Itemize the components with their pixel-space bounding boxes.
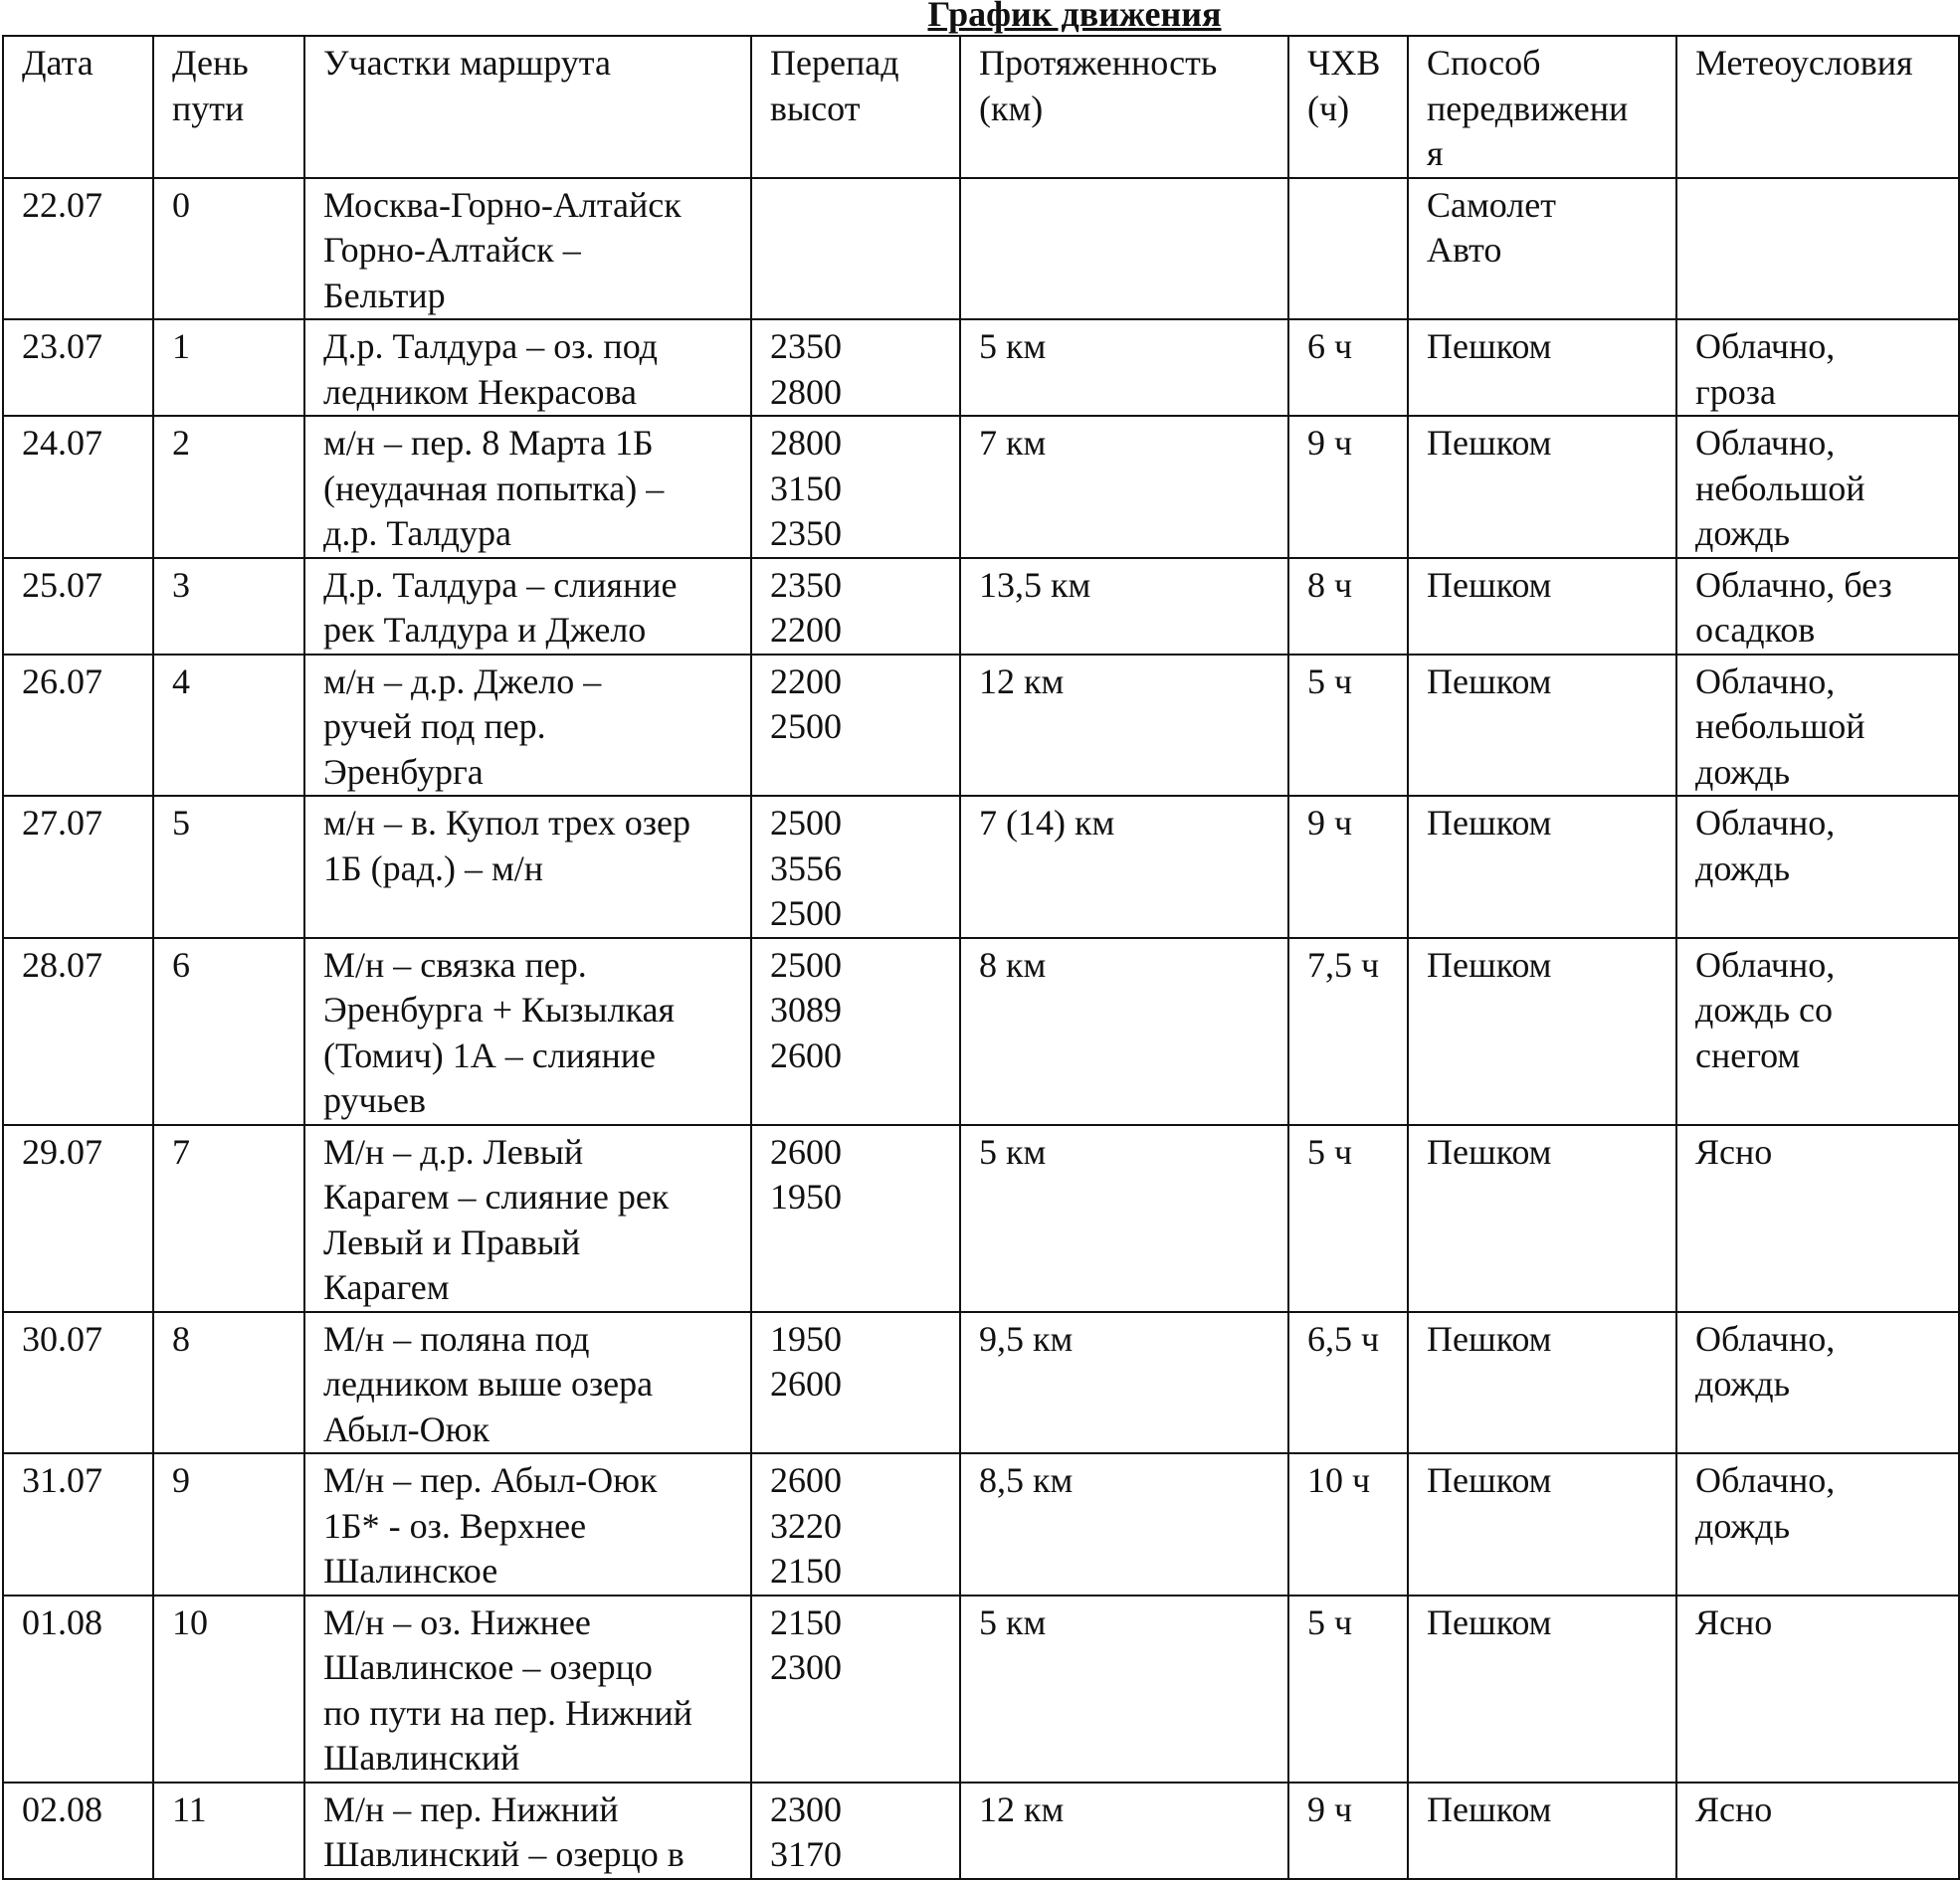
cell-line: дождь [1695, 1505, 1791, 1546]
cell-line: Пешком [1427, 944, 1552, 985]
cell-route [304, 1783, 751, 1879]
cell-time: 7,5 ч [1288, 938, 1408, 1125]
cell-route [304, 796, 751, 938]
cell-weather [1676, 416, 1959, 558]
cell-time: 10 ч [1288, 1453, 1408, 1596]
cell-line: Пешком [1427, 660, 1552, 701]
cell-line: 1Б* - оз. Верхнее [323, 1505, 587, 1546]
cell-day: 10 [153, 1596, 304, 1783]
cell-route [304, 1125, 751, 1312]
cell-distance: 7 (14) км [960, 796, 1288, 938]
cell-line: дождь [1695, 751, 1791, 792]
cell-altitude [751, 178, 960, 320]
table-header-row [3, 36, 1959, 178]
cell-line: М/н – пер. Абыл-Оюк [323, 1460, 658, 1500]
cell-line: Ясно [1695, 1601, 1773, 1642]
cell-line: 3220 [770, 1505, 842, 1546]
cell-line: 2200 [770, 660, 842, 701]
table-row [3, 1596, 1959, 1783]
cell-line: Дата [22, 43, 94, 83]
cell-mode [1408, 416, 1676, 558]
table-row [3, 319, 1959, 416]
cell-mode [1408, 1596, 1676, 1783]
cell-line: 2350 [770, 326, 842, 366]
cell-line: 1950 [770, 1318, 842, 1359]
cell-line: Эренбурга + Кызылкая [323, 990, 676, 1030]
table-row [3, 938, 1959, 1125]
cell-line: Ясно [1695, 1788, 1773, 1829]
cell-line: высот [770, 88, 861, 128]
cell-time: 5 ч [1288, 1125, 1408, 1312]
header-route [304, 36, 751, 178]
cell-line: 1Б (рад.) – м/н [323, 847, 543, 888]
cell-line: Облачно, [1695, 326, 1836, 366]
cell-line: Протяженность [979, 43, 1218, 83]
cell-route [304, 938, 751, 1125]
cell-line: 2200 [770, 610, 842, 650]
cell-line: (ч) [1307, 88, 1350, 128]
cell-line: Горно-Алтайск – [323, 230, 581, 270]
cell-date: 02.08 [3, 1783, 153, 1879]
cell-date: 27.07 [3, 796, 153, 938]
cell-altitude [751, 655, 960, 797]
cell-time: 6 ч [1288, 319, 1408, 416]
table-row [3, 416, 1959, 558]
cell-mode [1408, 1125, 1676, 1312]
cell-mode [1408, 938, 1676, 1125]
cell-line: 2600 [770, 1034, 842, 1075]
cell-line: Облачно, [1695, 803, 1836, 843]
cell-altitude [751, 558, 960, 655]
cell-line: 2300 [770, 1788, 842, 1829]
cell-line: Ясно [1695, 1131, 1773, 1172]
cell-line: 3170 [770, 1834, 842, 1874]
table-row [3, 1453, 1959, 1596]
cell-distance: 8,5 км [960, 1453, 1288, 1596]
cell-line: Карагем – слияние рек [323, 1177, 670, 1217]
cell-line: Облачно, [1695, 944, 1836, 985]
cell-line: ледником выше озера [323, 1364, 654, 1404]
cell-line: Карагем [323, 1267, 450, 1307]
cell-weather [1676, 1596, 1959, 1783]
cell-line: дождь [1695, 1364, 1791, 1404]
cell-time: 9 ч [1288, 796, 1408, 938]
cell-line: ЧХВ [1307, 43, 1381, 83]
cell-day: 1 [153, 319, 304, 416]
cell-line: М/н – связка пер. [323, 944, 587, 985]
cell-line: Пешком [1427, 423, 1552, 463]
cell-mode [1408, 796, 1676, 938]
cell-day: 7 [153, 1125, 304, 1312]
cell-date: 31.07 [3, 1453, 153, 1596]
cell-day: 2 [153, 416, 304, 558]
cell-distance: 5 км [960, 1596, 1288, 1783]
cell-line: М/н – поляна под [323, 1318, 590, 1359]
cell-line: (км) [979, 88, 1044, 128]
cell-line: 2500 [770, 944, 842, 985]
cell-day: 3 [153, 558, 304, 655]
cell-route [304, 1312, 751, 1454]
cell-line: Авто [1427, 230, 1502, 270]
cell-line: (Томич) 1А – слияние [323, 1034, 657, 1075]
cell-line: 3556 [770, 847, 842, 888]
cell-mode [1408, 558, 1676, 655]
cell-mode [1408, 1783, 1676, 1879]
cell-line: Облачно, [1695, 423, 1836, 463]
cell-weather [1676, 178, 1959, 320]
cell-line: Участки маршрута [323, 43, 611, 83]
cell-day: 4 [153, 655, 304, 797]
cell-line: гроза [1695, 371, 1776, 412]
cell-line: Пешком [1427, 1601, 1552, 1642]
header-date [3, 36, 153, 178]
cell-line: д.р. Талдура [323, 513, 511, 553]
cell-date: 30.07 [3, 1312, 153, 1454]
cell-line: Перепад [770, 43, 899, 83]
cell-weather [1676, 558, 1959, 655]
cell-time: 5 ч [1288, 1596, 1408, 1783]
table-row [3, 1312, 1959, 1454]
cell-line: небольшой [1695, 706, 1865, 746]
cell-line: 2150 [770, 1551, 842, 1591]
cell-altitude [751, 796, 960, 938]
cell-weather [1676, 655, 1959, 797]
cell-altitude [751, 1596, 960, 1783]
cell-date: 22.07 [3, 178, 153, 320]
cell-line: Пешком [1427, 1788, 1552, 1829]
cell-line: Шавлинский – озерцо в [323, 1834, 685, 1874]
cell-line: Метеоусловия [1695, 43, 1913, 83]
cell-weather [1676, 1453, 1959, 1596]
cell-mode [1408, 655, 1676, 797]
cell-line: 2150 [770, 1601, 842, 1642]
cell-date: 26.07 [3, 655, 153, 797]
header-day [153, 36, 304, 178]
cell-route [304, 178, 751, 320]
cell-date: 01.08 [3, 1596, 153, 1783]
cell-line: небольшой [1695, 468, 1865, 508]
cell-time: 6,5 ч [1288, 1312, 1408, 1454]
cell-line: 2500 [770, 893, 842, 933]
cell-distance: 13,5 км [960, 558, 1288, 655]
cell-line: Пешком [1427, 564, 1552, 605]
cell-weather [1676, 1783, 1959, 1879]
cell-line: Облачно, [1695, 660, 1836, 701]
cell-line: 2800 [770, 371, 842, 412]
schedule-table [2, 35, 1960, 1880]
cell-distance: 8 км [960, 938, 1288, 1125]
cell-line: Абыл-Оюк [323, 1409, 490, 1449]
cell-altitude [751, 1783, 960, 1879]
cell-altitude [751, 416, 960, 558]
cell-time: 8 ч [1288, 558, 1408, 655]
cell-time [1288, 178, 1408, 320]
cell-line: Москва-Горно-Алтайск [323, 184, 682, 225]
cell-line: Облачно, без [1695, 564, 1892, 605]
cell-line: 3089 [770, 990, 842, 1030]
cell-altitude [751, 938, 960, 1125]
cell-line: 2350 [770, 564, 842, 605]
cell-line: дождь [1695, 513, 1791, 553]
cell-distance: 9,5 км [960, 1312, 1288, 1454]
cell-line: 2600 [770, 1131, 842, 1172]
cell-day: 11 [153, 1783, 304, 1879]
cell-line: пути [172, 88, 245, 128]
cell-route [304, 1453, 751, 1596]
cell-day: 5 [153, 796, 304, 938]
cell-day: 6 [153, 938, 304, 1125]
table-row [3, 558, 1959, 655]
header-mode [1408, 36, 1676, 178]
cell-mode [1408, 178, 1676, 320]
cell-line: Пешком [1427, 1131, 1552, 1172]
cell-weather [1676, 319, 1959, 416]
cell-weather [1676, 1125, 1959, 1312]
cell-line: Пешком [1427, 1460, 1552, 1500]
cell-line: 2500 [770, 803, 842, 843]
cell-line: Облачно, [1695, 1318, 1836, 1359]
table-row [3, 178, 1959, 320]
cell-route [304, 1596, 751, 1783]
cell-distance: 5 км [960, 319, 1288, 416]
cell-line: по пути на пер. Нижний [323, 1692, 692, 1733]
cell-date: 25.07 [3, 558, 153, 655]
cell-altitude [751, 319, 960, 416]
cell-line: дождь со [1695, 990, 1834, 1030]
cell-distance: 12 км [960, 655, 1288, 797]
cell-line: м/н – в. Купол трех озер [323, 803, 690, 843]
cell-altitude [751, 1125, 960, 1312]
header-altitude [751, 36, 960, 178]
cell-day: 0 [153, 178, 304, 320]
cell-line: дождь [1695, 847, 1791, 888]
table-row [3, 796, 1959, 938]
cell-line: Шавлинский [323, 1738, 520, 1778]
cell-weather [1676, 1312, 1959, 1454]
cell-line: Самолет [1427, 184, 1556, 225]
cell-time: 5 ч [1288, 655, 1408, 797]
cell-route [304, 655, 751, 797]
cell-line: м/н – пер. 8 Марта 1Б [323, 423, 654, 463]
cell-line: Облачно, [1695, 1460, 1836, 1500]
cell-altitude [751, 1453, 960, 1596]
cell-line: Эренбурга [323, 751, 484, 792]
cell-line: 1950 [770, 1177, 842, 1217]
cell-line: Д.р. Талдура – оз. под [323, 326, 658, 366]
cell-line: М/н – оз. Нижнее [323, 1601, 591, 1642]
cell-route [304, 319, 751, 416]
cell-line: 2600 [770, 1364, 842, 1404]
cell-distance: 5 км [960, 1125, 1288, 1312]
cell-date: 23.07 [3, 319, 153, 416]
cell-line: Шавлинское – озерцо [323, 1647, 653, 1687]
cell-line: Бельтир [323, 275, 446, 315]
cell-date: 29.07 [3, 1125, 153, 1312]
cell-date: 28.07 [3, 938, 153, 1125]
cell-line: ледником Некрасова [323, 371, 637, 412]
cell-date: 24.07 [3, 416, 153, 558]
cell-line: Д.р. Талдура – слияние [323, 564, 678, 605]
table-row [3, 1783, 1959, 1879]
cell-line: 2600 [770, 1460, 842, 1500]
cell-line: Пешком [1427, 326, 1552, 366]
cell-line: День [172, 43, 249, 83]
cell-weather [1676, 938, 1959, 1125]
cell-line: рек Талдура и Джело [323, 610, 647, 650]
table-row [3, 1125, 1959, 1312]
cell-distance: 7 км [960, 416, 1288, 558]
cell-route [304, 416, 751, 558]
cell-altitude [751, 1312, 960, 1454]
cell-line: М/н – д.р. Левый [323, 1131, 584, 1172]
cell-day: 9 [153, 1453, 304, 1596]
cell-line: Пешком [1427, 1318, 1552, 1359]
cell-line: ручьев [323, 1080, 427, 1120]
cell-line: 2300 [770, 1647, 842, 1687]
cell-time: 9 ч [1288, 1783, 1408, 1879]
cell-line: передвижени [1427, 88, 1629, 128]
cell-line: 2500 [770, 706, 842, 746]
cell-line: снегом [1695, 1034, 1801, 1075]
header-distance [960, 36, 1288, 178]
cell-line: 3150 [770, 468, 842, 508]
schedule-table-body [3, 36, 1959, 1879]
cell-line: Шалинское [323, 1551, 498, 1591]
cell-time: 9 ч [1288, 416, 1408, 558]
cell-distance [960, 178, 1288, 320]
header-weather [1676, 36, 1959, 178]
cell-route [304, 558, 751, 655]
cell-mode [1408, 1312, 1676, 1454]
cell-line: ручей под пер. [323, 706, 546, 746]
table-row [3, 655, 1959, 797]
cell-line: М/н – пер. Нижний [323, 1788, 619, 1829]
document-title: График движения [927, 0, 1222, 34]
cell-mode [1408, 1453, 1676, 1596]
header-time [1288, 36, 1408, 178]
cell-mode [1408, 319, 1676, 416]
cell-line: (неудачная попытка) – [323, 468, 665, 508]
cell-day: 8 [153, 1312, 304, 1454]
cell-line: я [1427, 133, 1444, 173]
cell-line: м/н – д.р. Джело – [323, 660, 602, 701]
cell-line: 2350 [770, 513, 842, 553]
cell-line: 2800 [770, 423, 842, 463]
cell-line: Способ [1427, 43, 1541, 83]
cell-distance: 12 км [960, 1783, 1288, 1879]
cell-weather [1676, 796, 1959, 938]
cell-line: Пешком [1427, 803, 1552, 843]
cell-line: осадков [1695, 610, 1816, 650]
cell-line: Левый и Правый [323, 1222, 581, 1262]
